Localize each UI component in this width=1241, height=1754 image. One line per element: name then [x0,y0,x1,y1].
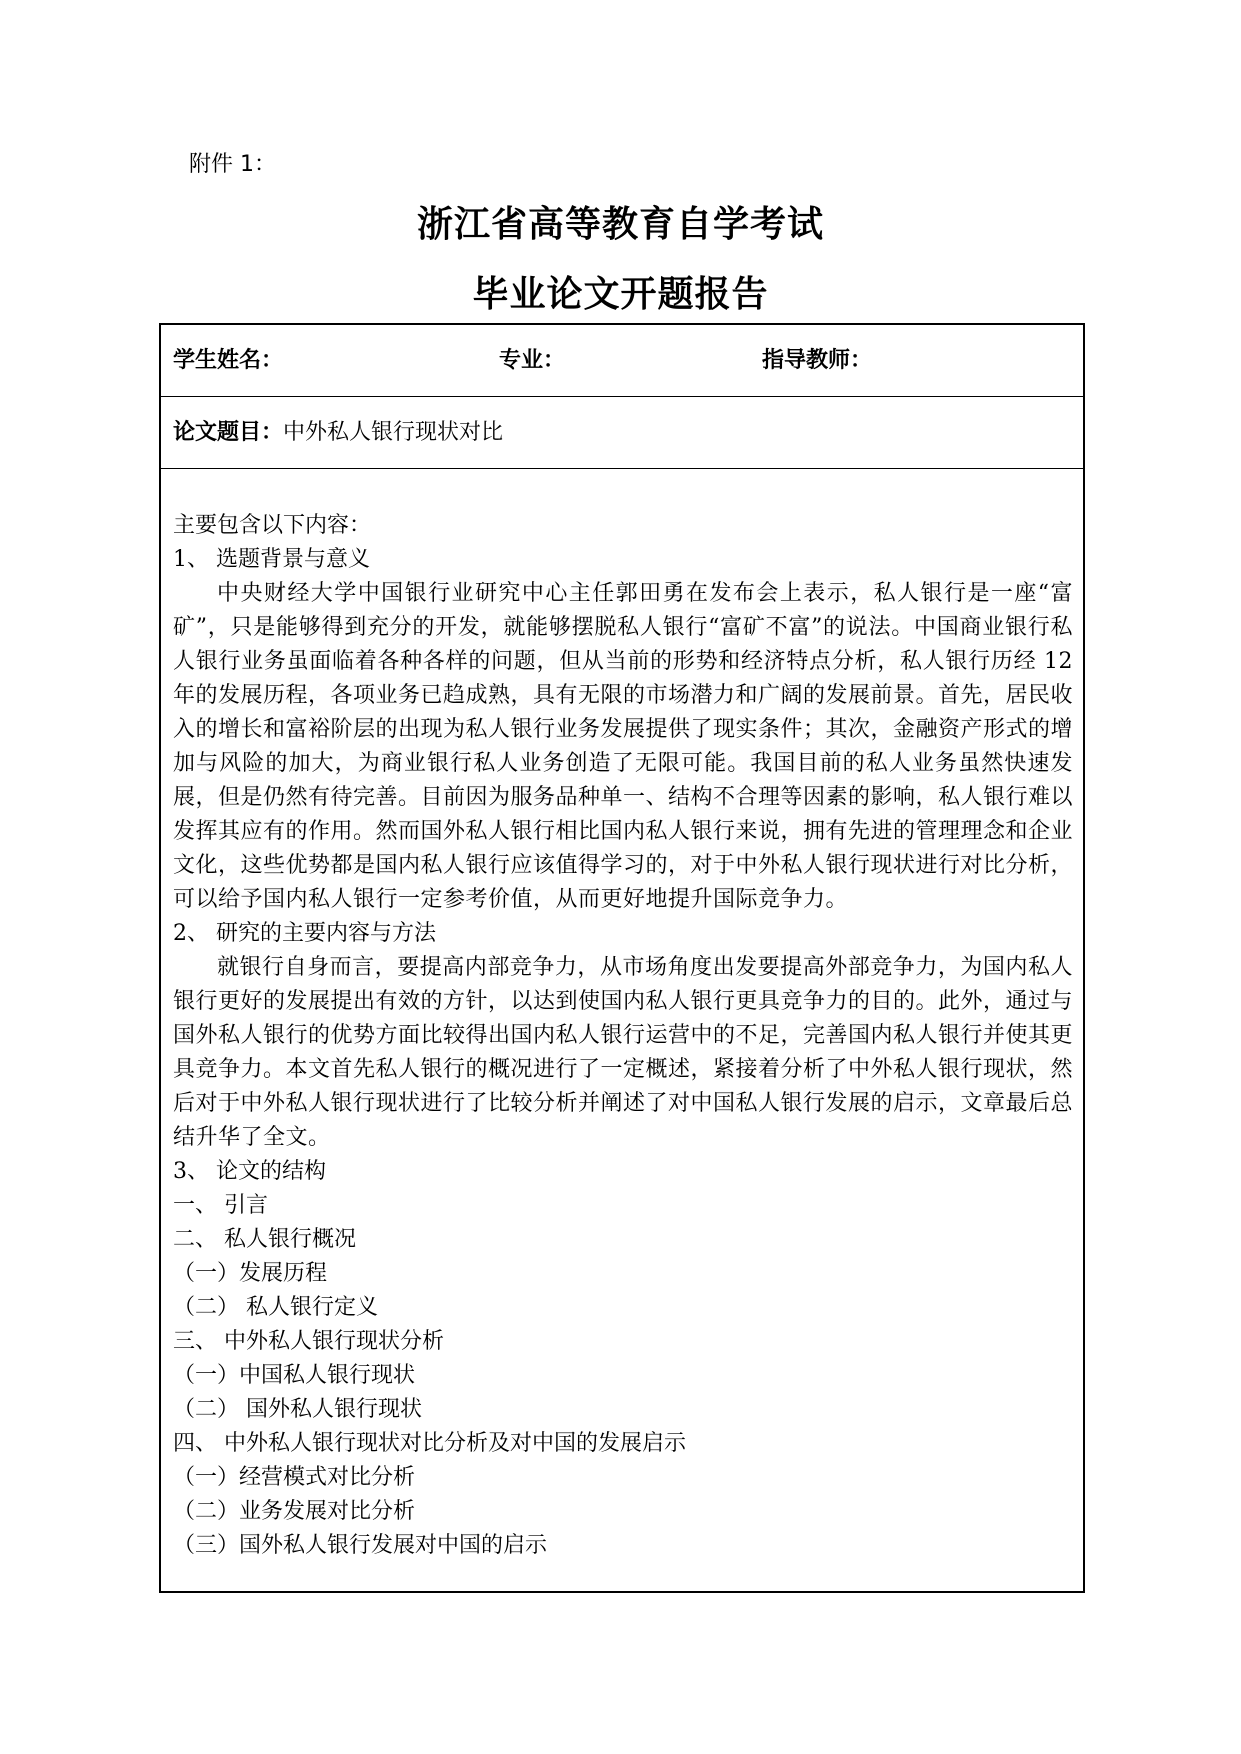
content-row [161,469,1083,1593]
student-name-label: 学生姓名： [173,348,284,373]
outline-item: 四、 中外私人银行现状对比分析及对中国的发展启示 [173,1431,686,1456]
outline-item: （二） 国外私人银行现状 [173,1397,422,1422]
outline-item: 一、 引言 [173,1193,268,1218]
document-subtitle: 毕业论文开题报告 [472,274,769,315]
report-form-table [159,323,1085,1593]
advisor-label: 指导教师： [762,348,873,373]
outline-item: （二）业务发展对比分析 [173,1499,416,1524]
major-label: 专业： [499,348,566,373]
topic-line [173,418,503,448]
outline-item: （三）国外私人银行发展对中国的启示 [173,1533,548,1558]
topic-value: 中外私人银行现状对比 [283,420,504,445]
outline-item: 三、 中外私人银行现状分析 [173,1329,444,1354]
outline-item: （二） 私人银行定义 [173,1295,378,1320]
info-row [161,325,1083,397]
section-heading: 3、 论文的结构 [173,1159,326,1184]
content-intro: 主要包含以下内容： [173,513,372,538]
document-title: 浙江省高等教育自学考试 [416,204,824,245]
section-paragraph: 就银行自身而言，要提高内部竞争力，从市场角度出发要提高外部竞争力，为国内私人银行更好的发展提出有效的方针，以达到使国内私人银行更具竞争力的目的。此外，通过与国外私人银行的优势方面比较得出国内私人银行运营中的不足，完善国内私人银行并使其更具竞争力。本文首先私人银行的概况进行了一定概述，紧接着分析了中外私人银行现状，然后对于中外私人银行现状进行了比较分析并阐述了对中国私人银行发展的启示，文章最后总结升华了全文。 [173,955,1074,1150]
outline-item: （一）中国私人银行现状 [173,1363,416,1388]
topic-label: 论文题目： [173,420,284,445]
outline-item: （一）经营模式对比分析 [173,1465,416,1490]
section-heading: 1、 选题背景与意义 [173,547,370,572]
outline-item: 二、 私人银行概况 [173,1227,356,1252]
section-heading: 2、 研究的主要内容与方法 [173,921,436,946]
topic-row [161,397,1083,469]
report-content [173,509,1073,1563]
section-paragraph: 中央财经大学中国银行业研究中心主任郭田勇在发布会上表示，私人银行是一座“富矿”，只是能够得到充分的开发，就能够摆脱私人银行“富矿不富”的说法。中国商业银行私人银行业务虽面临着各种各样的问题，但从当前的形势和经济特点分析，私人银行历经 12 年的发展历程，各项业务已趋成熟，具有无限的市场潜力和广阔的发展前景。首先，居民收入的增长和富裕阶层的出现为私人银行业务发展提供了现实条件；其次，金融资产形式的增加与风险的加大，为商业银行私人业务创造了无限可能。我国目前的私人业务虽然快速发展，但是仍然有待完善。目前因为服务品种单一、结构不合理等因素的影响，私人银行难以发挥其应有的作用。然而国外私人银行相比国内私人银行来说，拥有先进的管理理念和企业文化，这些优势都是国内私人银行应该值得学习的，对于中外私人银行现状进行对比分析，可以给予国内私人银行一定参考价值，从而更好地提升国际竞争力。 [173,581,1074,912]
outline-item: （一）发展历程 [173,1261,328,1286]
attachment-label: 附件 1： [189,152,276,177]
